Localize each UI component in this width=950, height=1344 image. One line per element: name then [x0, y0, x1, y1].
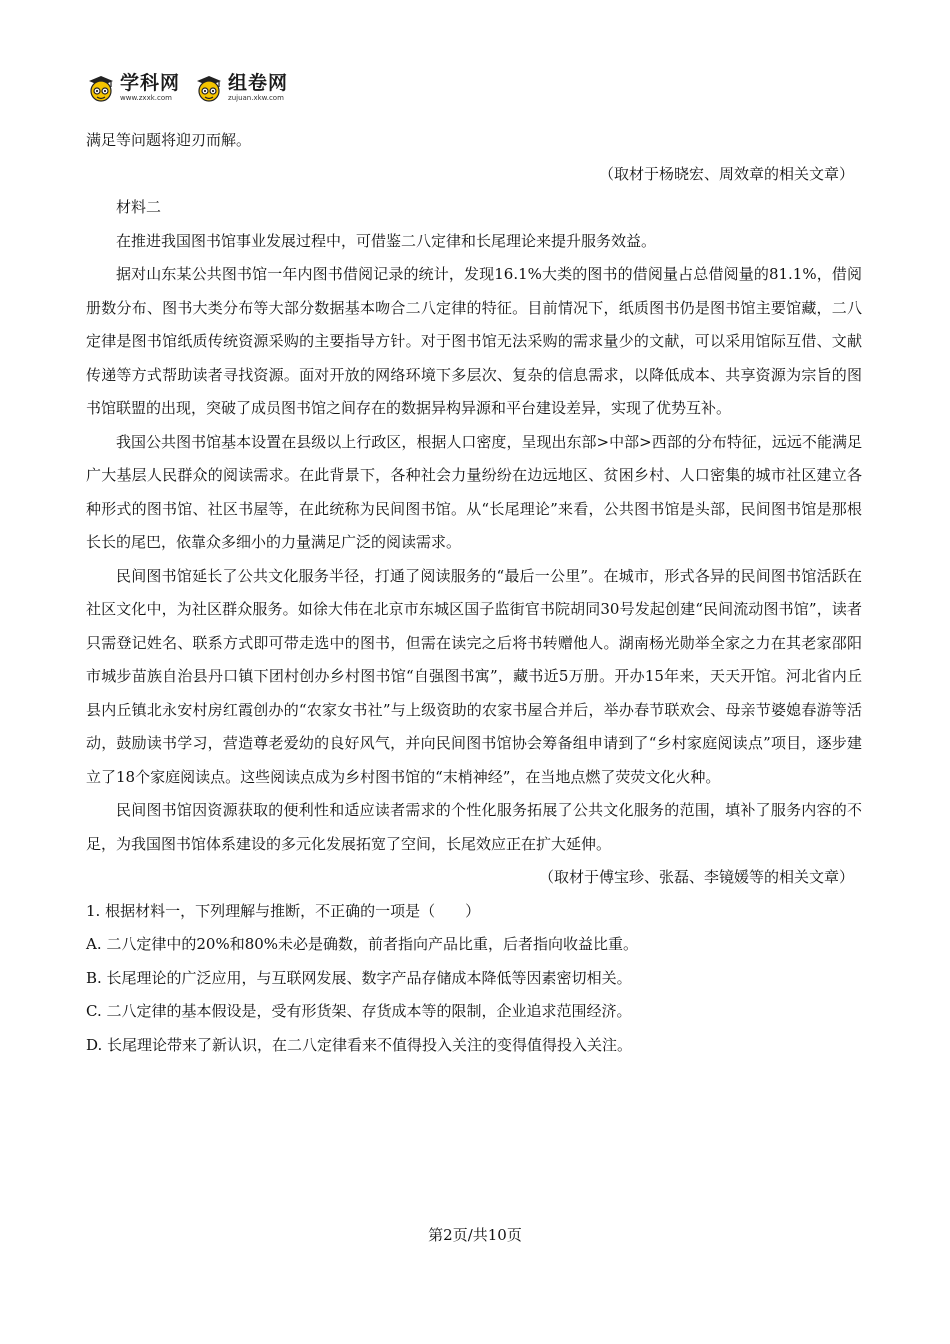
source-citation: （取材于傅宝珍、张磊、李镜媛等的相关文章） [538, 868, 854, 886]
option-c[interactable]: C. 二八定律的基本假设是，受有形货架、存货成本等的限制，企业追求范围经济。 [86, 1002, 632, 1020]
logo-xueke[interactable] [86, 73, 180, 103]
logo-url: www.zxxk.com [120, 94, 172, 102]
option-a[interactable]: A. 二八定律中的20%和80%未必是确数，前者指向产品比重，后者指向收益比重。 [86, 935, 639, 953]
paragraph: 据对山东某公共图书馆一年内图书借阅记录的统计，发现16.1%大类的图书的借阅量占总借阅量的81.1%，借阅册数分布、图书大类分布等大部分数据基本吻合二八定律的特征。目前情况下，纸质图书仍是图书馆主要馆藏，二八定律是图书馆纸质传统资源采购的主要指导方针。对于图书馆无法采购的需求量少的文献，可以采用馆际互借、文献传递等方式帮助读者寻找资源。面对开放的网络环境下多层次、复杂的信息需求，以降低成本、共享资源为宗旨的图书馆联盟的出现，突破了成员图书馆之间存在的数据异构异源和平台建设差异，实现了优势互补。 [86, 265, 862, 417]
question-title: 1. 根据材料一，下列理解与推断，不正确的一项是（ ） [86, 901, 481, 920]
paragraph: 民间图书馆延长了公共文化服务半径，打通了阅读服务的“最后一公里”。在城市，形式各异的民间图书馆活跃在社区文化中，为社区群众服务。如徐大伟在北京市东城区国子监街官书院胡同30号发起创建“民间流动图书馆”，读者只需登记姓名、联系方式即可带走选中的图书，但需在读完之后将书转赠他人。湖南杨光勋举全家之力在其老家邵阳市城步苗族自治县丹口镇下团村创办乡村图书馆“自强图书寓”，藏书近5万册。开办15年来，天天开馆。河北省内丘县内丘镇北永安村房红霞创办的“农家女书社”与上级资助的农家书屋合并后，举办春节联欢会、母亲节婆媳春游等活动，鼓励读书学习，营造尊老爱幼的良好风气，并向民间图书馆协会筹备组申请到了“乡村家庭阅读点”项目，逐步建立了18个家庭阅读点。这些阅读点成为乡村图书馆的“末梢神经”，在当地点燃了荧荧文化火种。 [86, 566, 862, 786]
paragraph: 民间图书馆因资源获取的便利性和适应读者需求的个性化服务拓展了公共文化服务的范围，填补了服务内容的不足，为我国图书馆体系建设的多元化发展拓宽了空间，长尾效应正在扩大延伸。 [86, 801, 862, 853]
logo-zujuan[interactable] [194, 73, 288, 103]
mascot-icon [194, 73, 224, 103]
option-b[interactable]: B. 长尾理论的广泛应用，与互联网发展、数字产品存储成本降低等因素密切相关。 [86, 968, 632, 987]
logo-url: zujuan.xkw.com [228, 94, 284, 102]
paragraph: 我国公共图书馆基本设置在县级以上行政区，根据人口密度，呈现出东部>中部>西部的分布特征，远远不能满足广大基层人民群众的阅读需求。在此背景下，各种社会力量纷纷在边远地区、贫困乡村、人口密集的城市社区建立各种形式的图书馆、社区书屋等，在此统称为民间图书馆。从“长尾理论”来看，公共图书馆是头部，民间图书馆是那根长长的尾巴，依靠众多细小的力量满足广泛的阅读需求。 [86, 432, 862, 551]
logo-title: 学科网 [120, 72, 181, 94]
page-number: 第2页/共10页 [428, 1226, 522, 1244]
paragraph: 在推进我国图书馆事业发展过程中，可借鉴二八定律和长尾理论来提升服务效益。 [116, 231, 657, 250]
logo-title: 组卷网 [228, 72, 289, 94]
paragraph: 满足等问题将迎刃而解。 [86, 131, 252, 149]
document-body [86, 124, 862, 1062]
section-heading: 材料二 [116, 198, 162, 216]
mascot-icon [86, 73, 116, 103]
option-d[interactable]: D. 长尾理论带来了新认识，在二八定律看来不值得投入关注的变得值得投入关注。 [86, 1035, 633, 1054]
source-citation: （取材于杨晓宏、周效章的相关文章） [598, 164, 854, 183]
header [86, 70, 288, 106]
